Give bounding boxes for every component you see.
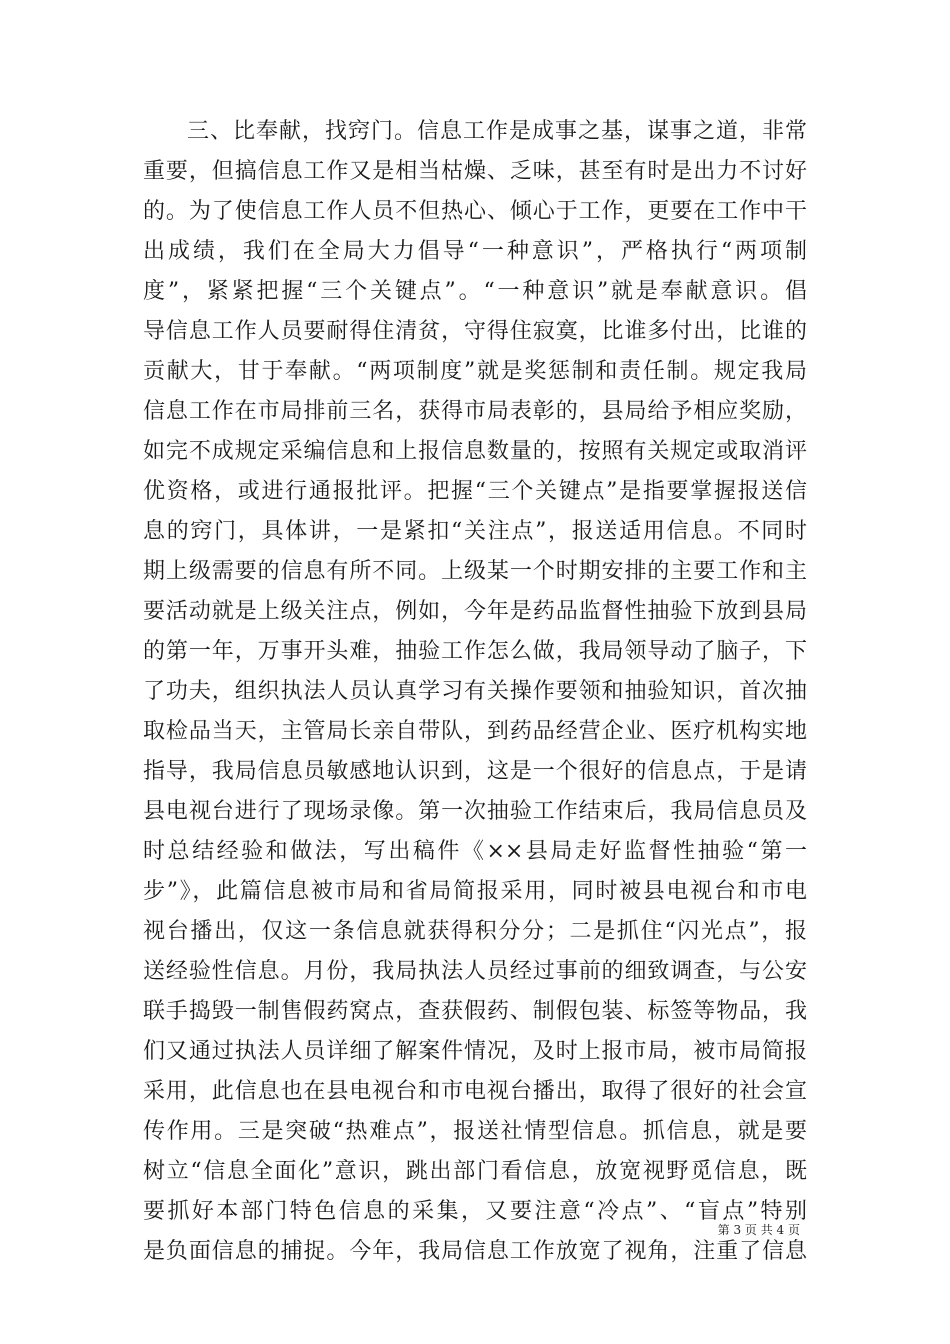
paragraph-line: 树立“信息全面化”意识，跳出部门看信息，放宽视野觅信息，既	[143, 1159, 807, 1184]
paragraph-line: 取检品当天，主管局长亲自带队，到药品经营企业、医疗机构实地	[143, 719, 807, 744]
paragraph-line: 视台播出，仅这一条信息就获得积分分；二是抓住“闪光点”，报	[143, 919, 807, 944]
paragraph-line: 如完不成规定采编信息和上报信息数量的，按照有关规定或取消评	[143, 439, 807, 464]
paragraph-line: 出成绩，我们在全局大力倡导“一种意识”，严格执行“两项制	[143, 239, 807, 264]
paragraph-line: 信息工作在市局排前三名，获得市局表彰的，县局给予相应奖励，	[143, 399, 807, 424]
paragraph-line: 三、比奉献，找窍门。信息工作是成事之基，谋事之道，非常	[187, 119, 807, 144]
paragraph-line: 要抓好本部门特色信息的采集，又要注意“冷点”、“盲点”特别	[143, 1199, 807, 1224]
paragraph-line: 传作用。三是突破“热难点”，报送社情型信息。抓信息，就是要	[143, 1119, 807, 1144]
paragraph-line: 采用，此信息也在县电视台和市电视台播出，取得了很好的社会宣	[143, 1079, 807, 1104]
paragraph-line: 了功夫，组织执法人员认真学习有关操作要领和抽验知识，首次抽	[143, 679, 807, 704]
document-body	[143, 112, 807, 1272]
paragraph-line: 贡献大，甘于奉献。“两项制度”就是奖惩制和责任制。规定我局	[143, 359, 807, 384]
paragraph-line: 是负面信息的捕捉。今年，我局信息工作放宽了视角，注重了信息	[143, 1239, 807, 1264]
paragraph-line: 联手捣毁一制售假药窝点，查获假药、制假包装、标签等物品，我	[143, 999, 807, 1024]
paragraph-line: 重要，但搞信息工作又是相当枯燥、乏味，甚至有时是出力不讨好	[143, 159, 807, 184]
paragraph-line: 县电视台进行了现场录像。第一次抽验工作结束后，我局信息员及	[143, 799, 807, 824]
paragraph-line: 度”，紧紧把握“三个关键点”。“一种意识”就是奉献意识。倡	[143, 279, 807, 304]
paragraph-line: 时总结经验和做法，写出稿件《××县局走好监督性抽验“第一	[143, 839, 807, 864]
paragraph-line: 优资格，或进行通报批评。把握“三个关键点”是指要掌握报送信	[143, 479, 807, 504]
paragraph-line: 指导，我局信息员敏感地认识到，这是一个很好的信息点，于是请	[143, 759, 807, 784]
paragraph-line: 要活动就是上级关注点，例如，今年是药品监督性抽验下放到县局	[143, 599, 807, 624]
paragraph-line: 的第一年，万事开头难，抽验工作怎么做，我局领导动了脑子，下	[143, 639, 807, 664]
paragraph-line: 步”》，此篇信息被市局和省局简报采用，同时被县电视台和市电	[143, 879, 807, 904]
page-number-footer: 第 3 页 共 4 页	[717, 1223, 800, 1237]
paragraph-line: 送经验性信息。月份，我局执法人员经过事前的细致调查，与公安	[143, 959, 807, 984]
paragraph-line: 息的窍门，具体讲，一是紧扣“关注点”，报送适用信息。不同时	[143, 519, 807, 544]
paragraph-line: 期上级需要的信息有所不同。上级某一个时期安排的主要工作和主	[143, 559, 807, 584]
paragraph-line: 的。为了使信息工作人员不但热心、倾心于工作，更要在工作中干	[143, 199, 807, 224]
paragraph-line: 导信息工作人员要耐得住清贫，守得住寂寞，比谁多付出，比谁的	[143, 319, 807, 344]
paragraph-line: 们又通过执法人员详细了解案件情况，及时上报市局，被市局简报	[143, 1039, 807, 1064]
